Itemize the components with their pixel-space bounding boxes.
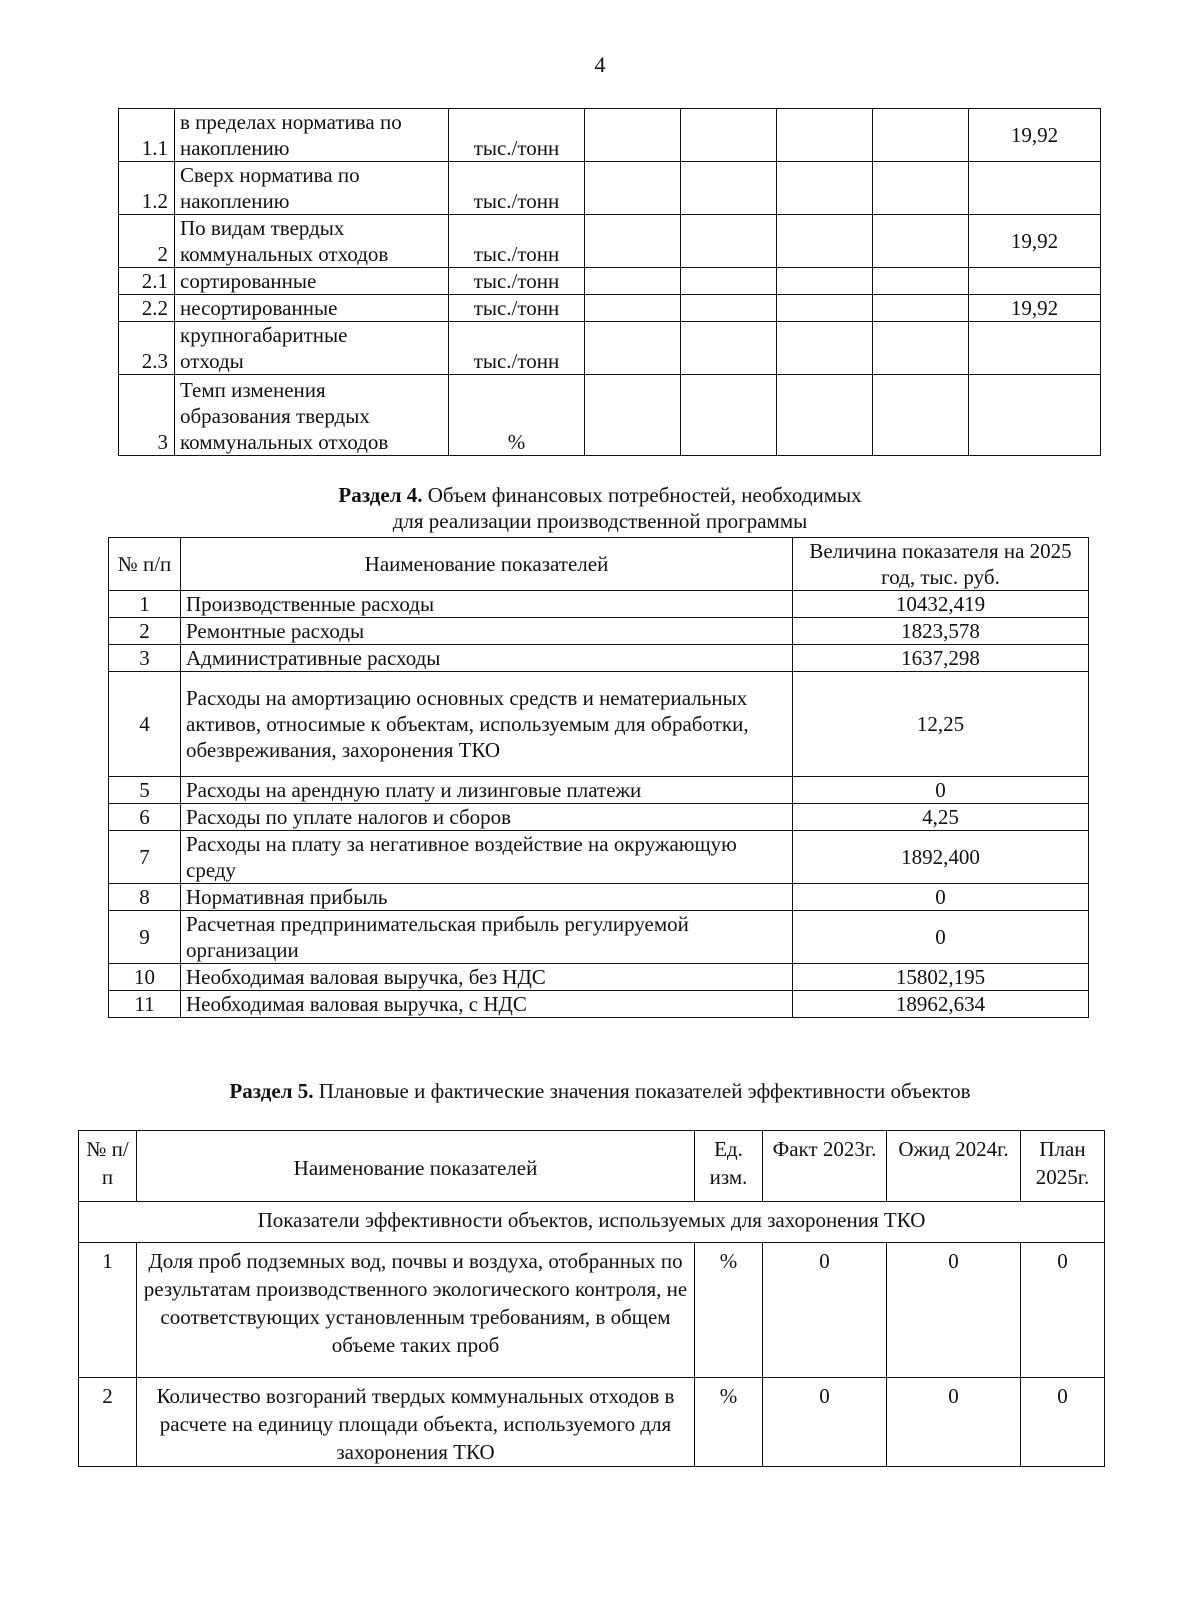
section5-title-bold: Раздел 5.: [229, 1079, 314, 1103]
row-name: в пределах норматива по накоплению: [175, 109, 449, 162]
row-number: 2.2: [119, 295, 175, 322]
column-header-name: Наименование показателей: [181, 538, 793, 591]
column-header-fact: Факт 2023г.: [763, 1131, 887, 1202]
column-header-num: № п/п: [109, 538, 181, 591]
section4-title: [0, 482, 1200, 534]
column-header-plan: План 2025г.: [1021, 1131, 1105, 1202]
row-name: Темп изменения образования твердых коммунальных отходов: [175, 375, 449, 456]
table-row: [109, 618, 1089, 645]
row-name: Сверх норматива по накоплению: [175, 162, 449, 215]
row-number: 1: [79, 1243, 137, 1378]
row-number: 10: [109, 964, 181, 991]
row-value: 1823,578: [793, 618, 1089, 645]
row-name: крупногабаритные отходы: [175, 322, 449, 375]
table-row: [79, 1243, 1105, 1378]
row-plan: 0: [1021, 1243, 1105, 1378]
row-value: 15802,195: [793, 964, 1089, 991]
row-unit: тыс./тонн: [449, 162, 585, 215]
section4-title-line2: для реализации производственной программы: [392, 509, 808, 533]
row-name: сортированные: [175, 268, 449, 295]
row-name: Производственные расходы: [181, 591, 793, 618]
row-value: 19,92: [969, 215, 1101, 268]
table-row: [109, 991, 1089, 1018]
row-name: Расходы на амортизацию основных средств и нематериальных активов, относимые к объектам, используемым для обработки, обезвреживания, захоронения ТКО: [181, 672, 793, 777]
row-value: [969, 268, 1101, 295]
column-header-value: Величина показателя на 2025 год, тыс. руб.: [793, 538, 1089, 591]
row-value: 0: [793, 777, 1089, 804]
table-row: [109, 645, 1089, 672]
row-value: 19,92: [969, 295, 1101, 322]
row-name: Расчетная предпринимательская прибыль регулируемой организации: [181, 911, 793, 964]
row-unit: %: [695, 1378, 763, 1467]
row-value: 1637,298: [793, 645, 1089, 672]
row-number: 6: [109, 804, 181, 831]
table-row: [119, 295, 1101, 322]
row-value: 4,25: [793, 804, 1089, 831]
row-value: 12,25: [793, 672, 1089, 777]
row-name: Расходы по уплате налогов и сборов: [181, 804, 793, 831]
row-name: Расходы на плату за негативное воздействие на окружающую среду: [181, 831, 793, 884]
row-name: Ремонтные расходы: [181, 618, 793, 645]
table-header-row: [109, 538, 1089, 591]
section5-title-text: Плановые и фактические значения показателей эффективности объектов: [318, 1079, 971, 1103]
row-value: 10432,419: [793, 591, 1089, 618]
row-number: 1: [109, 591, 181, 618]
table-row: [109, 672, 1089, 777]
row-number: 2: [79, 1378, 137, 1467]
row-number: 7: [109, 831, 181, 884]
column-header-unit: Ед. изм.: [695, 1131, 763, 1202]
row-expected: 0: [887, 1243, 1021, 1378]
subheader: Показатели эффективности объектов, используемых для захоронения ТКО: [79, 1202, 1105, 1243]
table-row: [119, 162, 1101, 215]
row-unit: тыс./тонн: [449, 295, 585, 322]
table-row: [109, 777, 1089, 804]
row-value: 1892,400: [793, 831, 1089, 884]
financial-needs-table: [108, 537, 1089, 1018]
table-row: [109, 964, 1089, 991]
table-row: [109, 911, 1089, 964]
row-number: 2: [119, 215, 175, 268]
row-value: 18962,634: [793, 991, 1089, 1018]
table-row: [109, 831, 1089, 884]
row-fact: 0: [763, 1243, 887, 1378]
row-value: [969, 162, 1101, 215]
table-header-row: [79, 1131, 1105, 1202]
row-name: Расходы на арендную плату и лизинговые платежи: [181, 777, 793, 804]
row-name: По видам твердых коммунальных отходов: [175, 215, 449, 268]
row-number: 2.1: [119, 268, 175, 295]
table-row: [109, 804, 1089, 831]
table-row: [119, 322, 1101, 375]
row-value: 0: [793, 884, 1089, 911]
efficiency-table: [78, 1130, 1105, 1467]
row-number: 3: [119, 375, 175, 456]
row-expected: 0: [887, 1378, 1021, 1467]
row-number: 3: [109, 645, 181, 672]
row-number: 2.3: [119, 322, 175, 375]
column-header-expected: Ожид 2024г.: [887, 1131, 1021, 1202]
row-plan: 0: [1021, 1378, 1105, 1467]
row-number: 1.1: [119, 109, 175, 162]
row-number: 1.2: [119, 162, 175, 215]
row-number: 2: [109, 618, 181, 645]
table-row: [109, 884, 1089, 911]
row-value: [969, 322, 1101, 375]
row-unit: %: [449, 375, 585, 456]
row-fact: 0: [763, 1378, 887, 1467]
table-row: [119, 215, 1101, 268]
row-name: несортированные: [175, 295, 449, 322]
column-header-name: Наименование показателей: [137, 1131, 695, 1202]
row-name: Количество возгораний твердых коммунальных отходов в расчете на единицу площади объекта, используемого для захоронения ТКО: [137, 1378, 695, 1467]
row-unit: тыс./тонн: [449, 215, 585, 268]
table-row: [109, 591, 1089, 618]
row-name: Необходимая валовая выручка, с НДС: [181, 991, 793, 1018]
row-number: 4: [109, 672, 181, 777]
row-unit: тыс./тонн: [449, 322, 585, 375]
table-row: [119, 375, 1101, 456]
row-name: Нормативная прибыль: [181, 884, 793, 911]
waste-volume-table: [118, 108, 1101, 456]
row-value: 0: [793, 911, 1089, 964]
row-value: 19,92: [969, 109, 1101, 162]
row-number: 11: [109, 991, 181, 1018]
row-unit: тыс./тонн: [449, 268, 585, 295]
table-row: [119, 109, 1101, 162]
table-row: [79, 1378, 1105, 1467]
row-unit: %: [695, 1243, 763, 1378]
row-name: Доля проб подземных вод, почвы и воздуха, отобранных по результатам производственного экологического контроля, не соответствующих установленным требованиям, в общем объеме таких проб: [137, 1243, 695, 1378]
column-header-num: № п/п: [79, 1131, 137, 1202]
section4-title-text: Объем финансовых потребностей, необходимых: [427, 483, 862, 507]
section5-title: [0, 1078, 1200, 1104]
row-name: Необходимая валовая выручка, без НДС: [181, 964, 793, 991]
row-unit: тыс./тонн: [449, 109, 585, 162]
row-number: 8: [109, 884, 181, 911]
section4-title-bold: Раздел 4.: [338, 483, 423, 507]
row-number: 9: [109, 911, 181, 964]
table-subheader-row: [79, 1202, 1105, 1243]
row-name: Административные расходы: [181, 645, 793, 672]
table-row: [119, 268, 1101, 295]
row-value: [969, 375, 1101, 456]
page-number: 4: [594, 52, 606, 77]
row-number: 5: [109, 777, 181, 804]
